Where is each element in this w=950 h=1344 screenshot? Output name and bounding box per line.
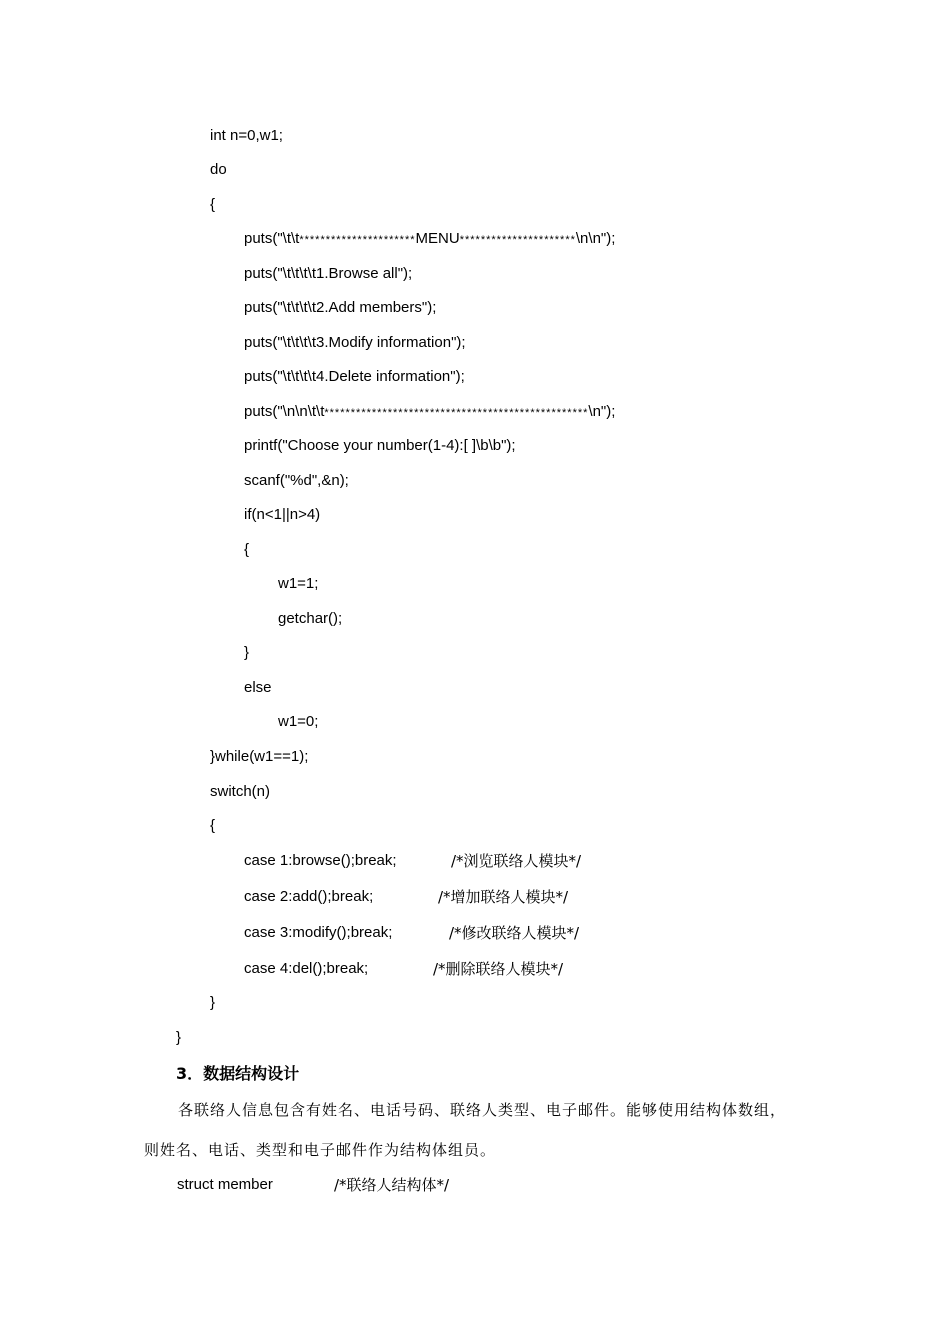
- code-text: \n\n");: [575, 230, 616, 247]
- code-line: printf("Choose your number(1-4):[ ]\b\b");: [244, 437, 516, 454]
- body-paragraph-line: 各联络人信息包含有姓名、电话号码、联络人类型、电子邮件。能够使用结构体数组，: [178, 1101, 787, 1119]
- code-comment: /*修改联络人模块*/: [449, 924, 580, 942]
- code-comment: /*联络人结构体*/: [334, 1176, 450, 1194]
- code-line-case: case 4:del();break;: [244, 960, 369, 977]
- section-heading: 3．数据结构设计: [176, 1064, 300, 1083]
- code-line: {: [244, 541, 250, 558]
- code-line: scanf("%d",&n);: [244, 472, 349, 489]
- code-line: getchar();: [278, 610, 343, 627]
- code-text: puts("\n\n\t\t: [244, 403, 325, 420]
- code-line: puts("\t\t\t\t3.Modify information");: [244, 334, 466, 351]
- code-line: puts("\t\t\t\t1.Browse all");: [244, 265, 413, 282]
- code-line-case: case 2:add();break;: [244, 888, 374, 905]
- code-line-struct: struct member: [177, 1176, 273, 1193]
- code-comment: /*浏览联络人模块*/: [451, 852, 582, 870]
- code-line-case: case 1:browse();break;: [244, 852, 397, 869]
- code-line-menu-header: [244, 229, 615, 250]
- code-line: }: [176, 1029, 182, 1046]
- body-paragraph-line: 则姓名、电话、类型和电子邮件作为结构体组员。: [144, 1141, 497, 1159]
- code-line: w1=1;: [278, 575, 319, 592]
- code-text: \n");: [588, 403, 616, 420]
- asterisk-run: **************************************************: [324, 407, 589, 419]
- code-line: }while(w1==1);: [210, 748, 309, 765]
- code-line: do: [210, 161, 227, 178]
- code-text: puts("\t\t: [244, 230, 300, 247]
- code-line-menu-footer: [244, 402, 615, 423]
- code-line: int n=0,w1;: [210, 127, 283, 144]
- code-line: w1=0;: [278, 713, 319, 730]
- code-text: MENU: [415, 230, 460, 247]
- code-line: {: [210, 196, 216, 213]
- code-line: if(n<1||n>4): [244, 506, 321, 523]
- code-line: puts("\t\t\t\t2.Add members");: [244, 299, 437, 316]
- code-line: else: [244, 679, 272, 696]
- code-line: }: [210, 994, 216, 1011]
- code-line: }: [244, 644, 250, 661]
- code-line: switch(n): [210, 783, 271, 800]
- code-comment: /*增加联络人模块*/: [438, 888, 569, 906]
- asterisk-run: **********************: [459, 234, 576, 246]
- code-line: {: [210, 817, 216, 834]
- code-comment: /*删除联络人模块*/: [433, 960, 564, 978]
- code-line: puts("\t\t\t\t4.Delete information");: [244, 368, 465, 385]
- code-line-case: case 3:modify();break;: [244, 924, 393, 941]
- asterisk-run: **********************: [299, 234, 416, 246]
